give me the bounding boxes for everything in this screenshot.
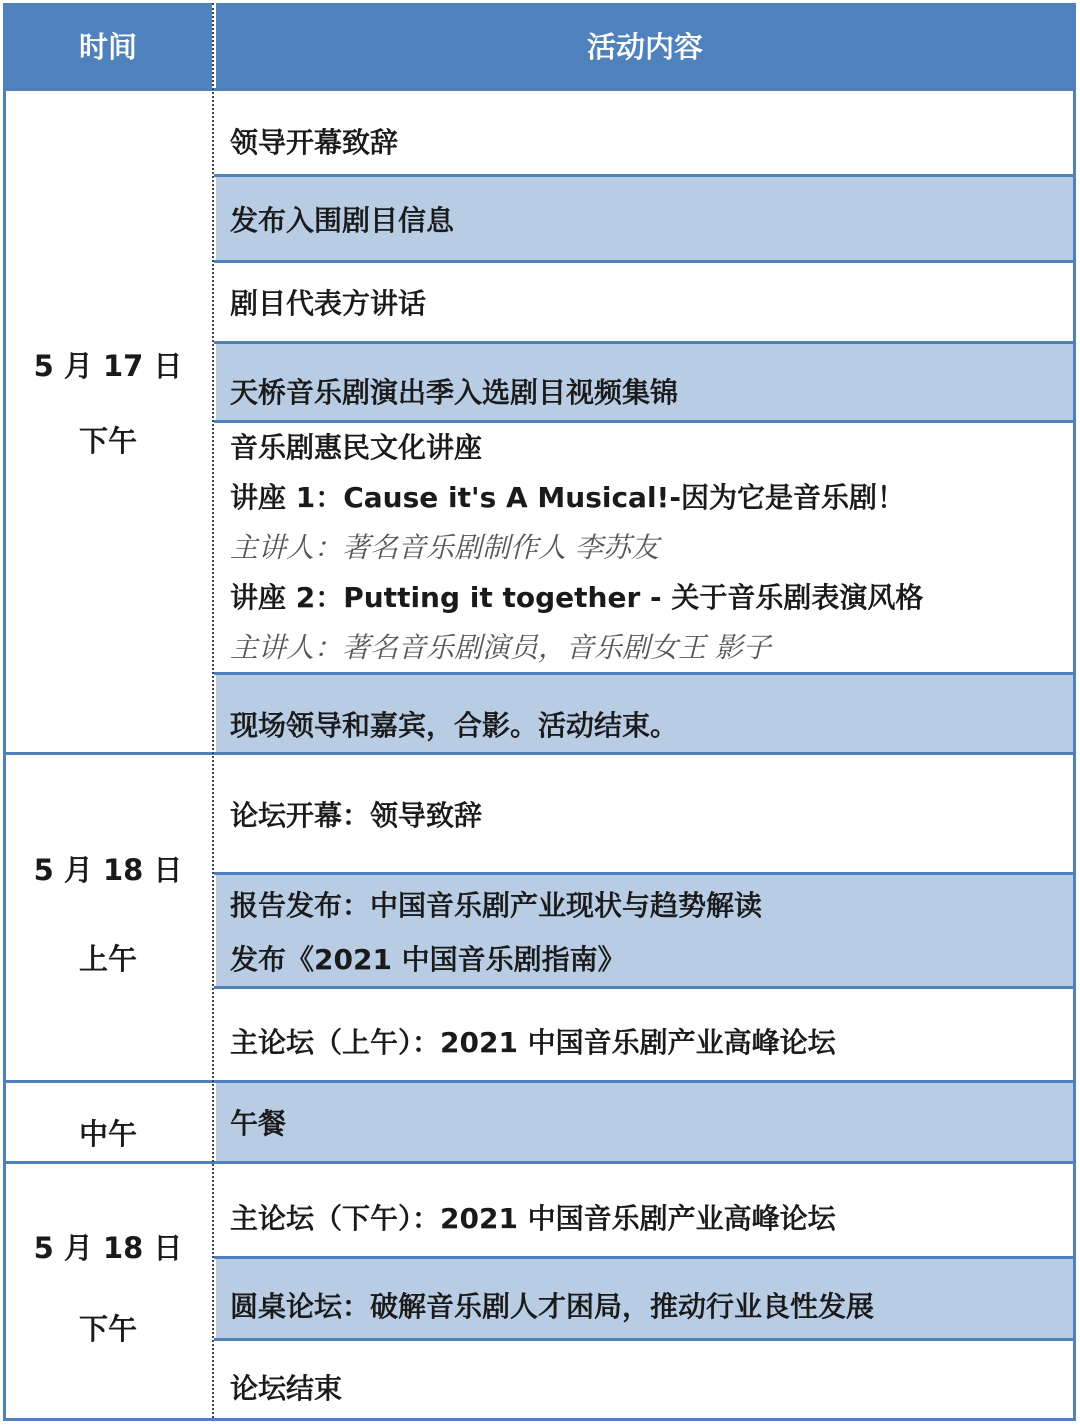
row-forum-opening: [216, 755, 1074, 872]
row-text: 论坛结束: [230, 1372, 343, 1405]
time-cell-may17-pm: [4, 92, 212, 752]
lecture-1-speaker: 主讲人：著名音乐剧制作人 李苏友: [230, 531, 659, 564]
report-line-1: 报告发布：中国音乐剧产业现状与趋势解读: [230, 889, 763, 922]
lecture-1-title: 讲座 1：Cause it's A Musical!-因为它是音乐剧！: [230, 481, 905, 514]
lecture-2-title: 讲座 2：Putting it together - 关于音乐剧表演风格: [230, 581, 924, 614]
row-representative-speech: [216, 263, 1074, 341]
time-cell-may18-am: [4, 755, 212, 1080]
header-time: 时间: [4, 3, 212, 88]
row-main-forum-pm: [216, 1164, 1074, 1256]
border-left: [3, 3, 6, 1421]
divider: [214, 1256, 1076, 1259]
divider: [214, 1338, 1076, 1341]
divider: [214, 672, 1076, 675]
divider: [3, 1161, 1076, 1164]
divider: [214, 872, 1076, 875]
row-video-highlights: [216, 344, 1074, 420]
period-label: 下午: [78, 1311, 137, 1346]
row-text: 天桥音乐剧演出季入选剧目视频集锦: [230, 376, 679, 409]
row-text: 剧目代表方讲话: [230, 287, 427, 320]
row-text: 主论坛（上午）：2021 中国音乐剧产业高峰论坛: [230, 1025, 836, 1059]
row-lecture-series: [216, 423, 1074, 672]
row-text: 午餐: [230, 1107, 287, 1140]
divider: [214, 174, 1076, 177]
time-cell-may18-pm: [4, 1164, 212, 1419]
row-text: 论坛开幕：领导致辞: [230, 798, 483, 832]
divider: [3, 752, 1076, 755]
lecture-2-speaker: 主讲人：著名音乐剧演员，音乐剧女王 影子: [230, 631, 771, 664]
row-text: 领导开幕致辞: [230, 126, 399, 159]
period-label: 下午: [78, 424, 137, 458]
divider: [214, 260, 1076, 263]
row-text: 圆桌论坛：破解音乐剧人才困局，推动行业良性发展: [230, 1289, 875, 1323]
row-finalists-announcement: [216, 177, 1074, 260]
report-line-2: 发布《2021 中国音乐剧指南》: [230, 943, 626, 976]
lecture-series-title: 音乐剧惠民文化讲座: [230, 431, 483, 464]
border-bottom: [3, 1418, 1076, 1421]
row-text: 现场领导和嘉宾，合影。活动结束。: [230, 708, 679, 742]
divider: [214, 986, 1076, 989]
date-label: 5 月 17 日: [33, 349, 183, 383]
row-group-photo: [216, 675, 1074, 752]
divider: [214, 341, 1076, 344]
row-text: 主论坛（下午）：2021 中国音乐剧产业高峰论坛: [230, 1202, 836, 1235]
border-header: [3, 88, 1076, 91]
row-forum-close: [216, 1341, 1074, 1419]
row-opening-speech: [216, 92, 1074, 174]
period-label: 上午: [78, 941, 137, 976]
row-report-release: [216, 875, 1074, 986]
row-lunch: [216, 1083, 1074, 1161]
row-roundtable: [216, 1259, 1074, 1338]
header-content: 活动内容: [216, 3, 1074, 88]
row-main-forum-am: [216, 989, 1074, 1080]
column-divider: [212, 3, 214, 1418]
border-right: [1073, 3, 1076, 1421]
time-cell-noon: [4, 1083, 212, 1161]
date-label: 5 月 18 日: [33, 1230, 183, 1265]
date-label: 5 月 18 日: [33, 852, 183, 887]
row-text: 发布入围剧目信息: [230, 203, 455, 237]
divider: [214, 420, 1076, 423]
divider: [3, 1080, 1076, 1083]
period-label: 中午: [78, 1116, 137, 1151]
